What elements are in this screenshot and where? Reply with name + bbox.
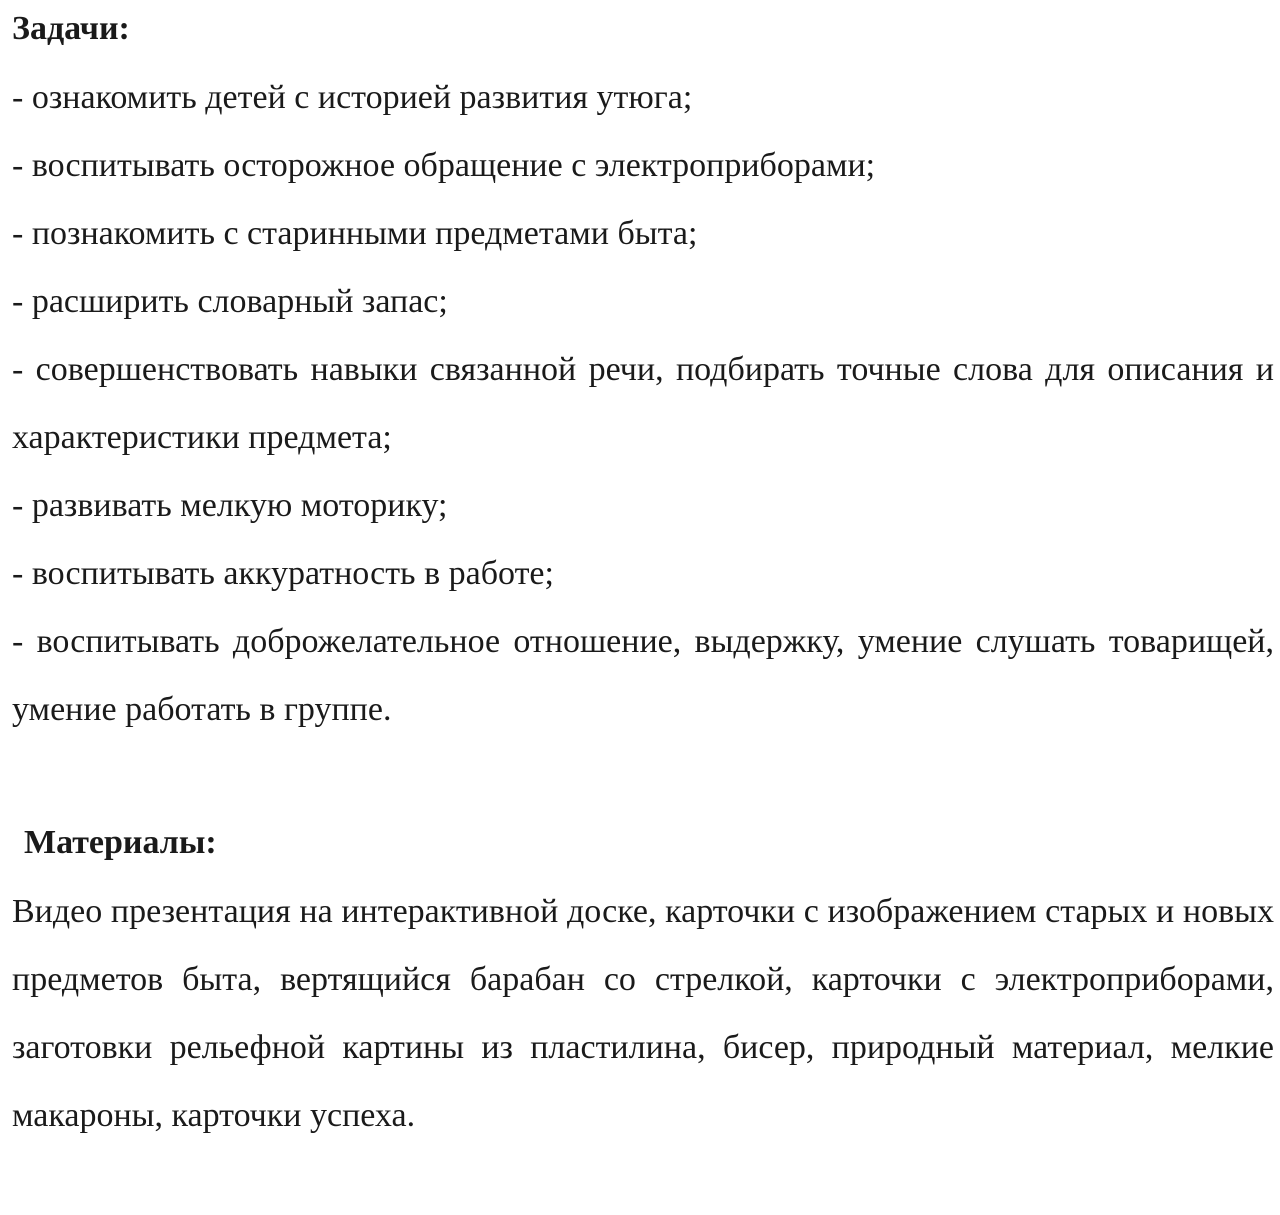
materials-heading: Материалы: [24, 824, 217, 861]
task-item: - познакомить с старинными предметами быта; [12, 215, 698, 252]
tasks-list [12, 64, 1274, 744]
materials-paragraph: Видео презентация на интерактивной доске, карточки с изображением старых и новых предметов быта, вертящийся барабан со стрелкой, карточки с электроприборами, заготовки рельефной картины из пластилина, бисер, природный материал, мелкие макароны, карточки успеха. [12, 893, 1274, 1134]
task-item: - совершенствовать навыки связанной речи, подбирать точные слова для описания и характеристики предмета; [12, 351, 1274, 456]
tasks-heading: Задачи: [12, 10, 130, 47]
task-item: - развивать мелкую моторику; [12, 487, 448, 524]
task-item: - ознакомить детей с историей развития утюга; [12, 79, 693, 116]
task-item: - расширить словарный запас; [12, 283, 448, 320]
task-item: - воспитывать осторожное обращение с электроприборами; [12, 147, 876, 184]
task-item: - воспитывать аккуратность в работе; [12, 555, 554, 592]
task-item: - воспитывать доброжелательное отношение, выдержку, умение слушать товарищей, умение работать в группе. [12, 623, 1274, 728]
